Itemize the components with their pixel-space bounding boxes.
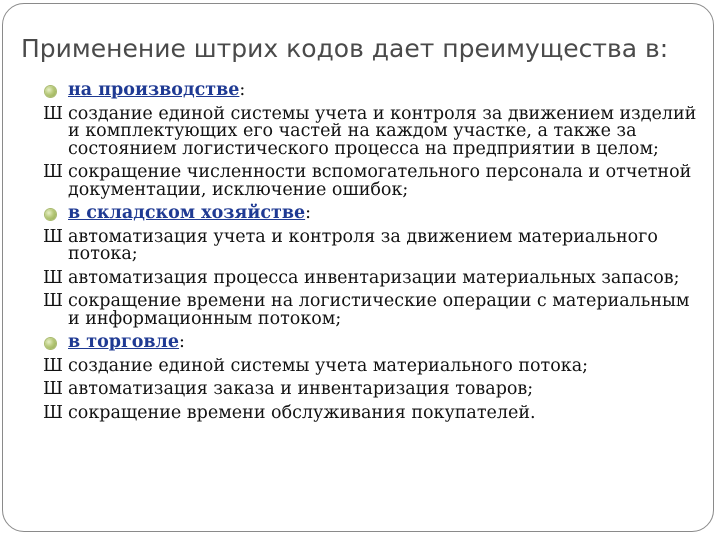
round-bullet-icon [45,338,56,349]
arrow-bullet-icon: Ш [43,267,63,288]
arrow-bullet-icon: Ш [43,226,63,247]
list-item [43,381,698,399]
round-bullet-icon [45,86,56,97]
arrow-bullet-icon: Ш [43,402,63,423]
section-heading-production [43,82,698,100]
list-item [43,355,698,376]
list-item-text: автоматизация заказа и инвентаризация товаров; [68,379,534,399]
list-item [43,103,698,159]
heading-colon: : [179,332,185,352]
list-item-text: сокращение времени на логистические операции с материальным и информационным потоком; [68,291,690,329]
heading-colon: : [305,203,312,223]
arrow-bullet-icon: Ш [43,379,63,399]
section-heading-text: на производстве [68,80,240,100]
section-heading-warehouse [43,205,698,223]
list-item-text: автоматизация учета и контроля за движением материального потока; [68,226,658,264]
list-item-text: создание единой системы учета материального потока; [68,355,589,376]
list-item [43,402,698,423]
round-bullet-icon [45,209,56,220]
list-item-text: создание единой системы учета и контроля за движением изделий и комплектующих его частей на каждом участке, а также за состоянием логистического процесса на предприятии в целом; [68,103,697,159]
list-item [43,164,698,199]
list-item-text: автоматизация процесса инвентаризации материальных запасов; [68,267,680,288]
arrow-bullet-icon: Ш [43,103,63,124]
list-item-text: сокращение численности вспомогательного персонала и отчетной документации, исключение ошибок; [68,162,692,200]
slide-content [43,82,698,428]
heading-colon: : [239,80,246,100]
section-heading-trade [43,334,698,352]
list-item [43,293,698,328]
arrow-bullet-icon: Ш [43,291,63,311]
slide-title: Применение штрих кодов дает преимущества в: [21,34,669,63]
section-heading-text: в торговле [68,332,180,352]
section-heading-text: в складском хозяйстве [68,203,306,223]
list-item [43,226,698,264]
list-item-text: сокращение времени обслуживания покупателей. [68,402,536,423]
arrow-bullet-icon: Ш [43,355,63,376]
arrow-bullet-icon: Ш [43,162,63,182]
slide-frame [2,3,714,532]
list-item [43,267,698,288]
